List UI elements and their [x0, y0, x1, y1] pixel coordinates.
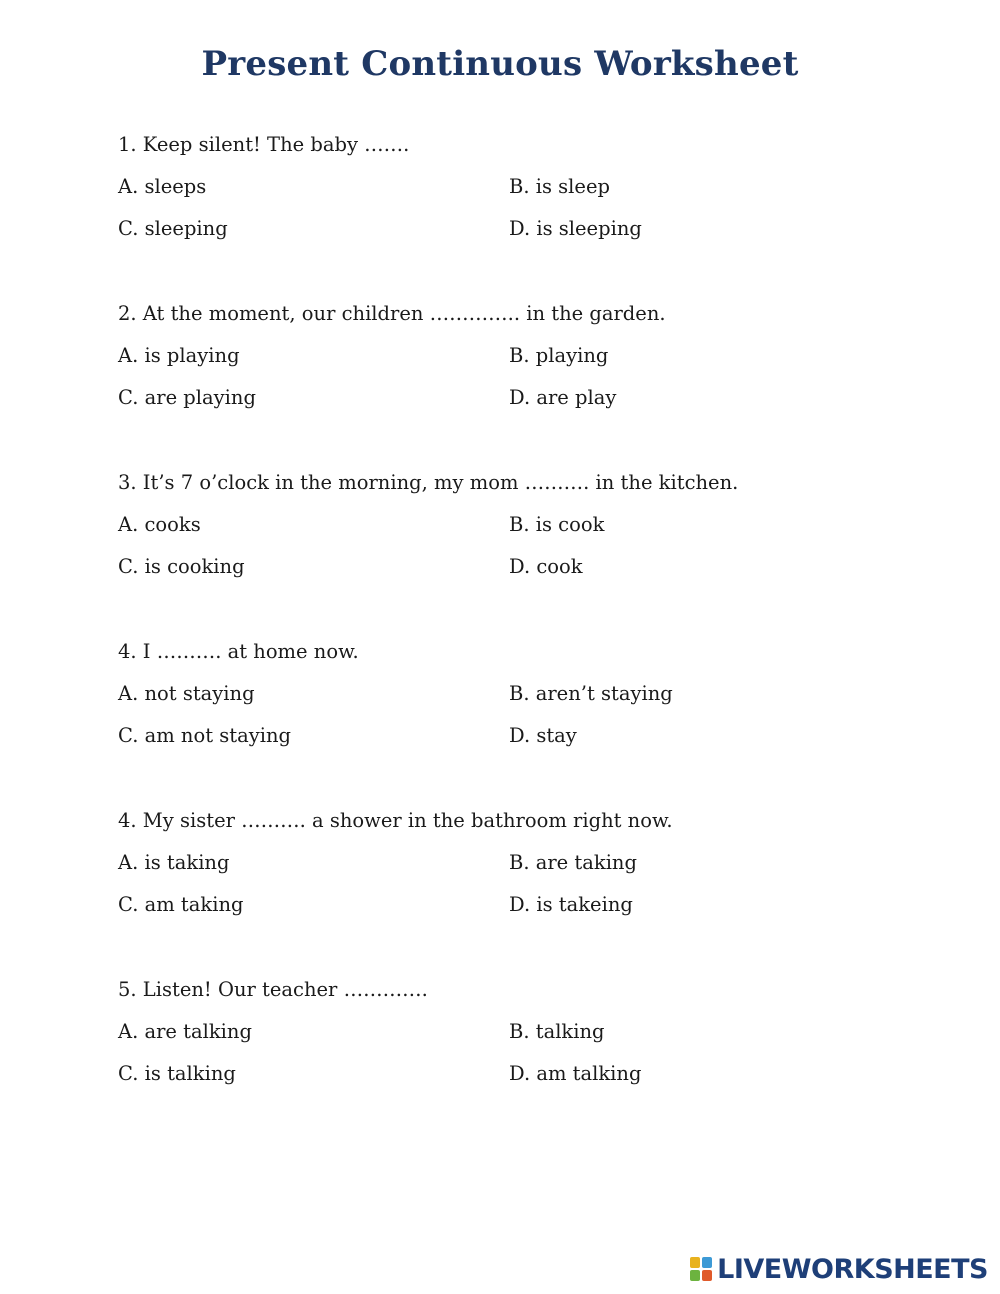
- logo-square-4: [702, 1270, 712, 1281]
- logo-square-1: [690, 1257, 700, 1268]
- option-d[interactable]: D. am talking: [509, 1062, 642, 1085]
- option-row: [118, 888, 898, 930]
- option-row: [118, 508, 898, 550]
- question-4: [118, 635, 898, 761]
- option-b[interactable]: B. aren’t staying: [509, 682, 673, 705]
- option-d[interactable]: D. stay: [509, 724, 577, 747]
- logo-square-2: [702, 1257, 712, 1268]
- option-d[interactable]: D. are play: [509, 386, 617, 409]
- option-row: [118, 1015, 898, 1057]
- question-3: [118, 466, 898, 592]
- option-row: [118, 550, 898, 592]
- question-text: 4. My sister ………. a shower in the bathroom right now.: [118, 809, 673, 832]
- option-row: [118, 1057, 898, 1099]
- question-text: 4. I ………. at home now.: [118, 640, 359, 663]
- option-a[interactable]: A. is playing: [118, 344, 240, 367]
- option-c[interactable]: C. are playing: [118, 386, 256, 409]
- option-b[interactable]: B. playing: [509, 344, 609, 367]
- question-5: [118, 804, 898, 930]
- option-a[interactable]: A. are talking: [118, 1020, 252, 1043]
- option-row: [118, 846, 898, 888]
- option-c[interactable]: C. sleeping: [118, 217, 228, 240]
- option-c[interactable]: C. is talking: [118, 1062, 236, 1085]
- option-row: [118, 381, 898, 423]
- option-d[interactable]: D. is takeing: [509, 893, 633, 916]
- option-a[interactable]: A. not staying: [118, 682, 255, 705]
- option-d[interactable]: D. cook: [509, 555, 583, 578]
- question-list: [118, 128, 898, 1142]
- worksheet-title: Present Continuous Worksheet: [201, 44, 799, 84]
- option-a[interactable]: A. cooks: [118, 513, 201, 536]
- option-b[interactable]: B. is cook: [509, 513, 605, 536]
- liveworksheets-logo-icon: [690, 1257, 712, 1281]
- question-6: [118, 973, 898, 1099]
- question-text: 2. At the moment, our children ………….. in the garden.: [118, 302, 666, 325]
- question-2: [118, 297, 898, 423]
- option-row: [118, 339, 898, 381]
- brand-wordmark: LIVEWORKSHEETS: [717, 1253, 988, 1285]
- liveworksheets-brand: [690, 1254, 988, 1284]
- question-text: 1. Keep silent! The baby …….: [118, 133, 410, 156]
- option-c[interactable]: C. am not staying: [118, 724, 292, 747]
- option-b[interactable]: B. are taking: [509, 851, 637, 874]
- option-a[interactable]: A. sleeps: [118, 175, 207, 198]
- option-row: [118, 170, 898, 212]
- option-row: [118, 719, 898, 761]
- option-c[interactable]: C. is cooking: [118, 555, 245, 578]
- option-b[interactable]: B. is sleep: [509, 175, 610, 198]
- option-row: [118, 212, 898, 254]
- option-c[interactable]: C. am taking: [118, 893, 244, 916]
- option-a[interactable]: A. is taking: [118, 851, 230, 874]
- question-text: 3. It’s 7 o’clock in the morning, my mom ………. in the kitchen.: [118, 471, 739, 494]
- option-row: [118, 677, 898, 719]
- question-text: 5. Listen! Our teacher ………….: [118, 978, 428, 1001]
- option-d[interactable]: D. is sleeping: [509, 217, 642, 240]
- question-1: [118, 128, 898, 254]
- logo-square-3: [690, 1270, 700, 1281]
- option-b[interactable]: B. talking: [509, 1020, 605, 1043]
